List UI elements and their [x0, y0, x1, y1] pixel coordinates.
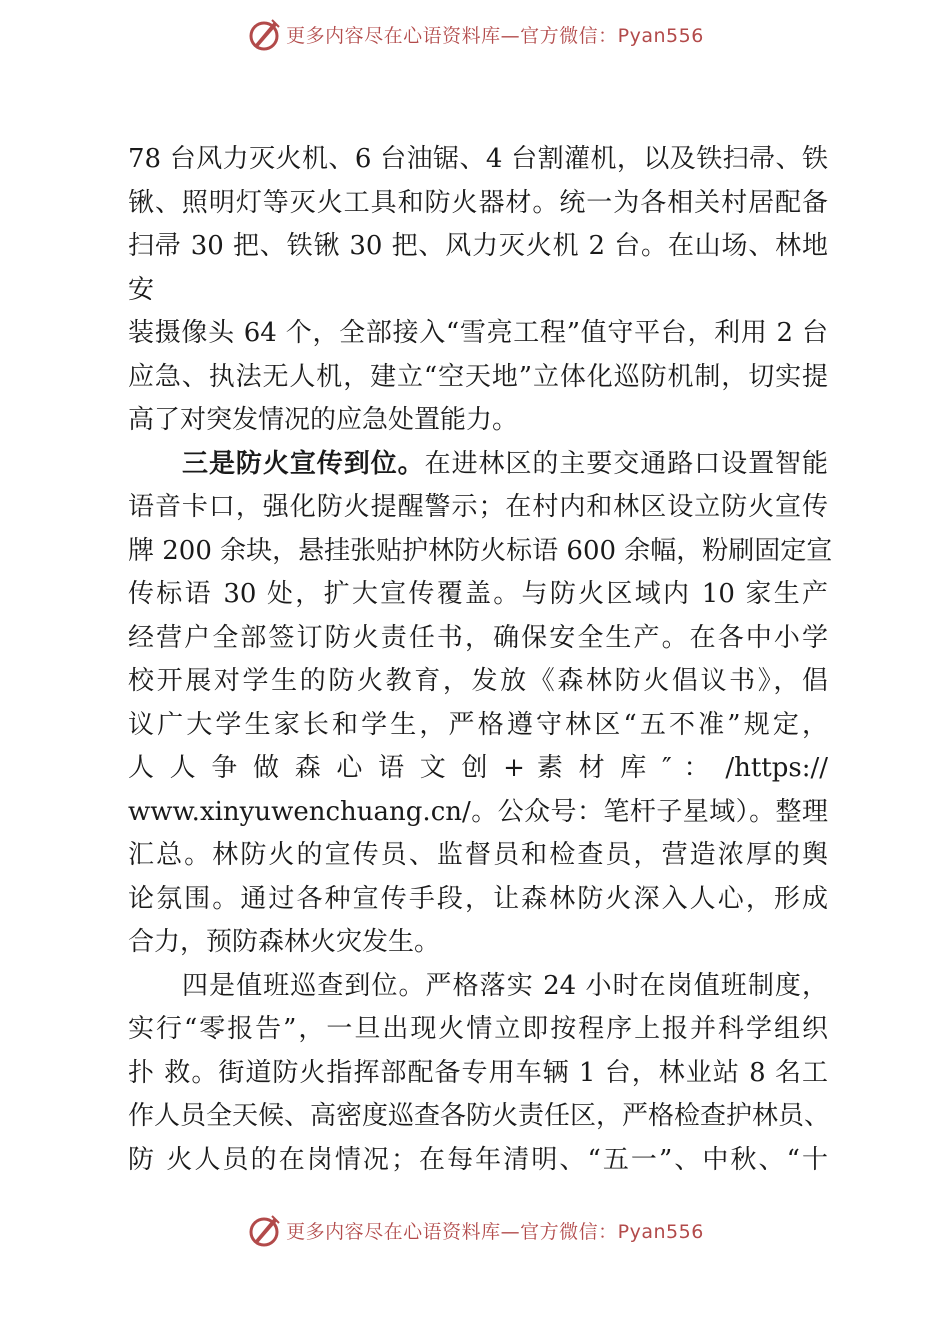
pen-ring-logo-icon	[246, 16, 282, 52]
text-line: 实行“零报告”，一旦出现火情立即按程序上报并科学组织	[128, 1014, 828, 1044]
paragraph-heading-line	[128, 443, 828, 487]
text-line: 经营户全部签订防火责任书，确保安全生产。在各中小学	[128, 622, 828, 653]
text-segment: 在进林区的主要交通路口设置智能	[424, 448, 828, 479]
text-line: 高了对突发情况的应急处置能力。	[128, 405, 519, 435]
pen-ring-logo-icon	[246, 1212, 282, 1248]
document-body	[128, 138, 833, 1182]
banner-text: 更多内容尽在心语资料库—官方微信：Pyan556	[286, 1220, 704, 1243]
text-line: 校开展对学生的防火教育，发放《森林防火倡议书》，倡	[128, 666, 828, 696]
footer-banner	[0, 1210, 950, 1250]
text-line: www.xinyuwenchuang.cn/。公众号：笔杆子星域）。整理	[128, 796, 828, 827]
banner-text: 更多内容尽在心语资料库—官方微信：Pyan556	[286, 24, 704, 47]
text-line: 四是值班巡查到位。严格落实 24 小时在岗值班制度，	[182, 970, 828, 1001]
text-line: 合力，预防森林火灾发生。	[128, 927, 441, 957]
text-line: 78 台风力灭火机、6 台油锯、4 台割灌机，以及铁扫帚、铁	[128, 144, 828, 174]
paragraph-heading: 三是防火宣传到位。	[182, 448, 425, 479]
text-line: 人 人 争 做 森 心 语 文 创 + 素 材 库 ″ ： /https://	[128, 753, 828, 783]
text-line: 语音卡口，强化防火提醒警示；在村内和林区设立防火宣传	[128, 492, 828, 522]
text-line: 防 火人员的在岗情况；在每年清明、“五一”、中秋、“十	[128, 1144, 828, 1175]
text-line: 应急、执法无人机，建立“空天地”立体化巡防机制，切实提	[128, 361, 828, 392]
text-line: 汇总。林防火的宣传员、监督员和检查员，营造浓厚的舆	[128, 840, 828, 870]
text-line: 锹、照明灯等灭火工具和防火器材。统一为各相关村居配备	[128, 187, 828, 218]
text-line: 扫帚 30 把、铁锹 30 把、风力灭火机 2 台。在山场、林地	[128, 231, 828, 261]
text-line: 议广大学生家长和学生，严格遵守林区“五不准”规定，	[128, 709, 828, 740]
text-line: 作人员全天候、高密度巡查各防火责任区，严格检查护林员、	[128, 1101, 831, 1131]
text-line: 牌 200 余块，悬挂张贴护林防火标语 600 余幅，粉刷固定宣	[128, 535, 833, 566]
text-line: 扑 救。街道防火指挥部配备专用车辆 1 台，林业站 8 名工	[128, 1057, 828, 1088]
text-line: 论氛围。通过各种宣传手段，让森林防火深入人心，形成	[128, 883, 828, 914]
header-banner	[0, 14, 950, 54]
text-line: 传标语 30 处，扩大宣传覆盖。与防火区域内 10 家生产	[128, 579, 828, 609]
text-line: 安	[128, 274, 155, 305]
text-line: 装摄像头 64 个，全部接入“雪亮工程”值守平台，利用 2 台	[128, 318, 828, 348]
